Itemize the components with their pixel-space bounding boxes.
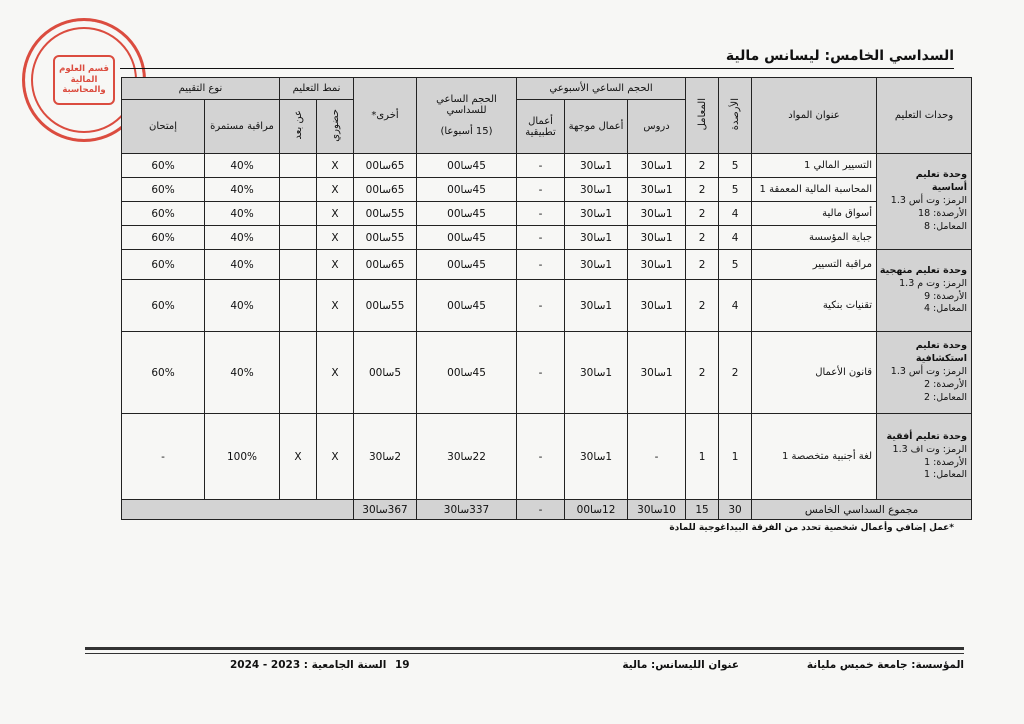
presential-cell: X bbox=[317, 280, 354, 332]
table-row bbox=[122, 226, 972, 250]
credits-cell: 5 bbox=[719, 250, 752, 280]
stamp-line: والمحاسبة bbox=[62, 85, 106, 96]
continuous-eval-cell: 40% bbox=[205, 280, 280, 332]
stamp-line: قسم العلوم bbox=[59, 64, 109, 75]
continuous-eval-cell: 100% bbox=[205, 414, 280, 500]
header-continuous: مراقبة مستمرة bbox=[205, 100, 280, 154]
credits-cell: 5 bbox=[719, 154, 752, 178]
coef-cell: 2 bbox=[686, 280, 719, 332]
presential-cell: X bbox=[317, 178, 354, 202]
subject-cell: تقنيات بنكية bbox=[752, 280, 877, 332]
tp-cell: - bbox=[517, 280, 565, 332]
lectures-cell: 1سا30 bbox=[628, 332, 686, 414]
subject-cell: أسواق مالية bbox=[752, 202, 877, 226]
continuous-eval-cell: 40% bbox=[205, 202, 280, 226]
td-cell: 1سا30 bbox=[565, 332, 628, 414]
total-label-cell: مجموع السداسي الخامس bbox=[752, 500, 972, 520]
continuous-eval-cell: 40% bbox=[205, 226, 280, 250]
other-hours-cell: 65سا00 bbox=[354, 250, 417, 280]
distance-cell: X bbox=[280, 414, 317, 500]
header-tp: أعمال تطبيقية bbox=[517, 100, 565, 154]
subject-cell: التسيير المالي 1 bbox=[752, 154, 877, 178]
credits-cell: 5 bbox=[719, 178, 752, 202]
exam-cell: 60% bbox=[122, 250, 205, 280]
distance-cell bbox=[280, 202, 317, 226]
total-credits-cell: 30 bbox=[719, 500, 752, 520]
table-row bbox=[122, 178, 972, 202]
semester-hours-cell: 45سا00 bbox=[417, 178, 517, 202]
coef-cell: 2 bbox=[686, 250, 719, 280]
footer-institution: المؤسسة: جامعة خميس مليانة bbox=[806, 659, 964, 671]
semester-hours-cell: 45سا00 bbox=[417, 226, 517, 250]
tp-cell: - bbox=[517, 332, 565, 414]
table-row bbox=[122, 250, 972, 280]
coef-cell: 2 bbox=[686, 202, 719, 226]
lectures-cell: 1سا30 bbox=[628, 178, 686, 202]
stamp-line: المالية bbox=[70, 74, 98, 85]
presential-cell: X bbox=[317, 250, 354, 280]
footer-divider bbox=[85, 647, 964, 650]
header-distance: عن بعد bbox=[280, 100, 317, 154]
distance-cell bbox=[280, 178, 317, 202]
continuous-eval-cell: 40% bbox=[205, 154, 280, 178]
total-td-cell: 12سا00 bbox=[565, 500, 628, 520]
lectures-cell: 1سا30 bbox=[628, 250, 686, 280]
other-hours-cell: 65سا00 bbox=[354, 154, 417, 178]
distance-cell bbox=[280, 332, 317, 414]
td-cell: 1سا30 bbox=[565, 226, 628, 250]
other-hours-cell: 2سا30 bbox=[354, 414, 417, 500]
subject-cell: مراقبة التسيير bbox=[752, 250, 877, 280]
semester-hours-cell: 45سا00 bbox=[417, 280, 517, 332]
exam-cell: 60% bbox=[122, 178, 205, 202]
other-hours-cell: 55سا00 bbox=[354, 226, 417, 250]
coef-cell: 2 bbox=[686, 178, 719, 202]
td-cell: 1سا30 bbox=[565, 414, 628, 500]
other-hours-cell: 55سا00 bbox=[354, 280, 417, 332]
other-hours-cell: 5سا00 bbox=[354, 332, 417, 414]
credits-cell: 2 bbox=[719, 332, 752, 414]
exam-cell: 60% bbox=[122, 154, 205, 178]
td-cell: 1سا30 bbox=[565, 178, 628, 202]
exam-cell: 60% bbox=[122, 226, 205, 250]
total-row bbox=[122, 500, 972, 520]
continuous-eval-cell: 40% bbox=[205, 332, 280, 414]
coef-cell: 1 bbox=[686, 414, 719, 500]
header-lectures: دروس bbox=[628, 100, 686, 154]
header-eval: نوع التقييم bbox=[122, 78, 280, 100]
semester-hours-cell: 45سا00 bbox=[417, 202, 517, 226]
header-presential: حضوري bbox=[317, 100, 354, 154]
distance-cell bbox=[280, 154, 317, 178]
presential-cell: X bbox=[317, 154, 354, 178]
tp-cell: - bbox=[517, 178, 565, 202]
total-lectures-cell: 10سا30 bbox=[628, 500, 686, 520]
stamp-center bbox=[53, 55, 115, 105]
semester-hours-cell: 45سا00 bbox=[417, 332, 517, 414]
td-cell: 1سا30 bbox=[565, 280, 628, 332]
subject-cell: المحاسبة المالية المعمقة 1 bbox=[752, 178, 877, 202]
continuous-eval-cell: 40% bbox=[205, 250, 280, 280]
footnote: *عمل إضافي وأعمال شخصية تحدد من الفرقة البيداغوجية للمادة bbox=[669, 523, 954, 533]
presential-cell: X bbox=[317, 226, 354, 250]
lectures-cell: 1سا30 bbox=[628, 280, 686, 332]
header-credits: الأرصدة bbox=[719, 78, 752, 154]
total-empty-cell bbox=[122, 500, 354, 520]
continuous-eval-cell: 40% bbox=[205, 178, 280, 202]
exam-cell: 60% bbox=[122, 332, 205, 414]
lectures-cell: 1سا30 bbox=[628, 154, 686, 178]
tp-cell: - bbox=[517, 250, 565, 280]
presential-cell: X bbox=[317, 202, 354, 226]
semester-hours-cell: 45سا00 bbox=[417, 154, 517, 178]
title-divider bbox=[120, 68, 954, 69]
table-row bbox=[122, 414, 972, 500]
other-hours-cell: 55سا00 bbox=[354, 202, 417, 226]
lectures-cell: 1سا30 bbox=[628, 226, 686, 250]
exam-cell: 60% bbox=[122, 202, 205, 226]
table-row bbox=[122, 280, 972, 332]
td-cell: 1سا30 bbox=[565, 250, 628, 280]
curriculum-table bbox=[121, 77, 972, 520]
header-td: أعمال موجهة bbox=[565, 100, 628, 154]
tp-cell: - bbox=[517, 202, 565, 226]
footer-divider-thin bbox=[85, 653, 964, 654]
header-exam: إمتحان bbox=[122, 100, 205, 154]
exam-cell: 60% bbox=[122, 280, 205, 332]
distance-cell bbox=[280, 226, 317, 250]
td-cell: 1سا30 bbox=[565, 202, 628, 226]
footer-academic-year: السنة الجامعية : 2023 - 2024 bbox=[230, 659, 387, 671]
unit-cell: وحدة تعليم استكشافية الرمز: وت أس 1.3 الأرصدة: 2 المعامل: 2 bbox=[877, 332, 972, 414]
credits-cell: 1 bbox=[719, 414, 752, 500]
subject-cell: جباية المؤسسة bbox=[752, 226, 877, 250]
unit-cell: وحدة تعليم أفقية الرمز: وت اف 1.3 الأرصدة: 1 المعامل: 1 bbox=[877, 414, 972, 500]
subject-cell: قانون الأعمال bbox=[752, 332, 877, 414]
unit-cell: وحدة تعليم منهجية الرمز: وت م 1.3 الأرصدة: 9 المعامل: 4 bbox=[877, 250, 972, 332]
credits-cell: 4 bbox=[719, 226, 752, 250]
coef-cell: 2 bbox=[686, 154, 719, 178]
table-row bbox=[122, 332, 972, 414]
header-mode: نمط التعليم bbox=[280, 78, 354, 100]
semester-hours-cell: 22سا30 bbox=[417, 414, 517, 500]
presential-cell: X bbox=[317, 414, 354, 500]
subject-cell: لغة أجنبية متخصصة 1 bbox=[752, 414, 877, 500]
coef-cell: 2 bbox=[686, 226, 719, 250]
lectures-cell: 1سا30 bbox=[628, 202, 686, 226]
total-coef-cell: 15 bbox=[686, 500, 719, 520]
semester-hours-cell: 45سا00 bbox=[417, 250, 517, 280]
unit-cell: وحدة تعليم أساسية الرمز: وت أس 1.3 الأرصدة: 18 المعامل: 8 bbox=[877, 154, 972, 250]
header-weekly: الحجم الساعي الأسبوعي bbox=[517, 78, 686, 100]
lectures-cell: - bbox=[628, 414, 686, 500]
header-units: وحدات التعليم bbox=[877, 78, 972, 154]
header-semester-hours: الحجم الساعي للسداسي (15 أسبوعا) bbox=[417, 78, 517, 154]
tp-cell: - bbox=[517, 226, 565, 250]
header-coef: المعامل bbox=[686, 78, 719, 154]
td-cell: 1سا30 bbox=[565, 154, 628, 178]
header-subject: عنوان المواد bbox=[752, 78, 877, 154]
credits-cell: 4 bbox=[719, 202, 752, 226]
credits-cell: 4 bbox=[719, 280, 752, 332]
page-title: السداسي الخامس: ليسانس مالية bbox=[725, 48, 954, 64]
header-other: أخرى* bbox=[354, 78, 417, 154]
footer-license-title: عنوان الليسانس: مالية bbox=[622, 659, 739, 671]
exam-cell: - bbox=[122, 414, 205, 500]
tp-cell: - bbox=[517, 414, 565, 500]
coef-cell: 2 bbox=[686, 332, 719, 414]
footer-page-number: 19 bbox=[395, 659, 410, 671]
table-row bbox=[122, 154, 972, 178]
total-tp-cell: - bbox=[517, 500, 565, 520]
presential-cell: X bbox=[317, 332, 354, 414]
other-hours-cell: 65سا00 bbox=[354, 178, 417, 202]
distance-cell bbox=[280, 280, 317, 332]
tp-cell: - bbox=[517, 154, 565, 178]
distance-cell bbox=[280, 250, 317, 280]
total-sem-cell: 337سا30 bbox=[417, 500, 517, 520]
total-other-cell: 367سا30 bbox=[354, 500, 417, 520]
table-row bbox=[122, 202, 972, 226]
